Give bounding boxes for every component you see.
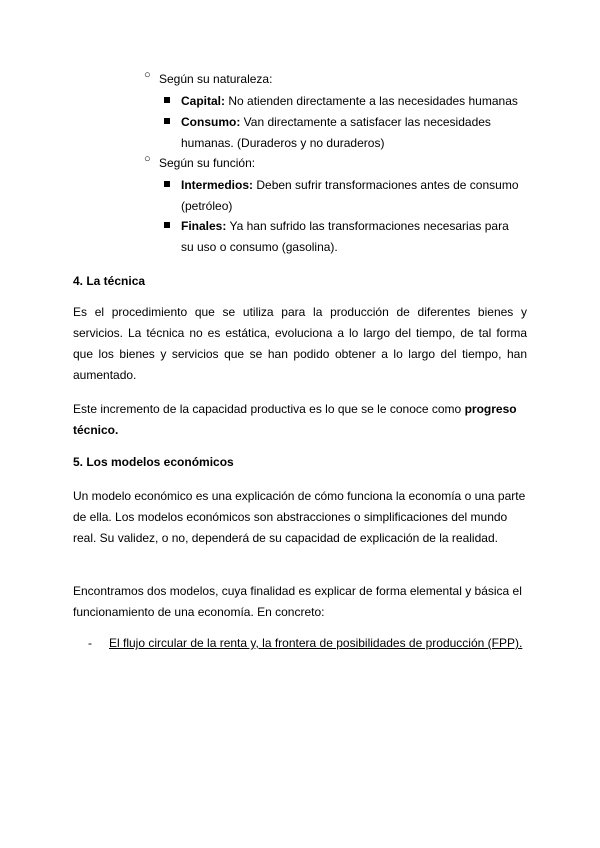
consumo-text-line1: Van directamente a satisfacer las necesidades — [243, 115, 491, 129]
nature-label: Según su naturaleza: — [159, 72, 273, 86]
finales-text-line1: Ya han sufrido las transformaciones necesarias para — [229, 219, 509, 233]
capital-text: No atienden directamente a las necesidades humanas — [228, 94, 518, 108]
square-bullet-icon — [164, 118, 170, 124]
dash-bullet: - — [88, 636, 92, 650]
square-bullet-icon — [164, 97, 170, 103]
intermedios-text-line1: Deben sufrir transformaciones antes de consumo — [256, 178, 519, 192]
circle-bullet-icon: ○ — [144, 153, 151, 165]
intermedios-term: Intermedios: — [181, 178, 254, 192]
progreso-tecnico-term: progreso técnico. — [73, 402, 517, 437]
consumo-term: Consumo: — [181, 115, 241, 129]
square-bullet-icon — [164, 222, 170, 228]
function-label: Según su función: — [159, 156, 256, 170]
capital-term: Capital: — [181, 94, 226, 108]
finales-text-line2: su uso o consumo (gasolina). — [181, 240, 338, 254]
section5-paragraph-1: Un modelo económico es una explicación de cómo funciona la economía o una parte de ella. Los modelos económicos son abstracciones o simplificaciones del mundo real. Su validez, o no, dependerá de su capacidad de explicación de la realidad. — [73, 489, 526, 545]
intermedios-text-line2: (petróleo) — [181, 199, 233, 213]
section5-paragraph-2: Encontramos dos modelos, cuya finalidad es explicar de forma elemental y básica el funcionamiento de una economía. En concreto: — [73, 584, 522, 619]
section-heading-5: 5. Los modelos económicos — [73, 455, 234, 469]
section4-paragraph-2-text: Este incremento de la capacidad productiva es lo que se le conoce como — [73, 402, 462, 416]
section4-paragraph-1: Es el procedimiento que se utiliza para la producción de diferentes bienes y servicios. La técnica no es estática, evoluciona a lo largo del tiempo, de tal forma que los bienes y servicios que se han podido obtener a lo largo del tiempo, han aumentado. — [73, 305, 527, 382]
section-heading-4: 4. La técnica — [73, 274, 146, 288]
circle-bullet-icon: ○ — [144, 69, 151, 81]
consumo-text-line2: humanas. (Duraderos y no duraderos) — [181, 136, 385, 150]
square-bullet-icon — [164, 181, 170, 187]
section4-paragraph-2 — [73, 399, 527, 441]
models-list-text: El flujo circular de la renta y, la frontera de posibilidades de producción (FPP). — [109, 636, 523, 650]
finales-term: Finales: — [181, 219, 227, 233]
